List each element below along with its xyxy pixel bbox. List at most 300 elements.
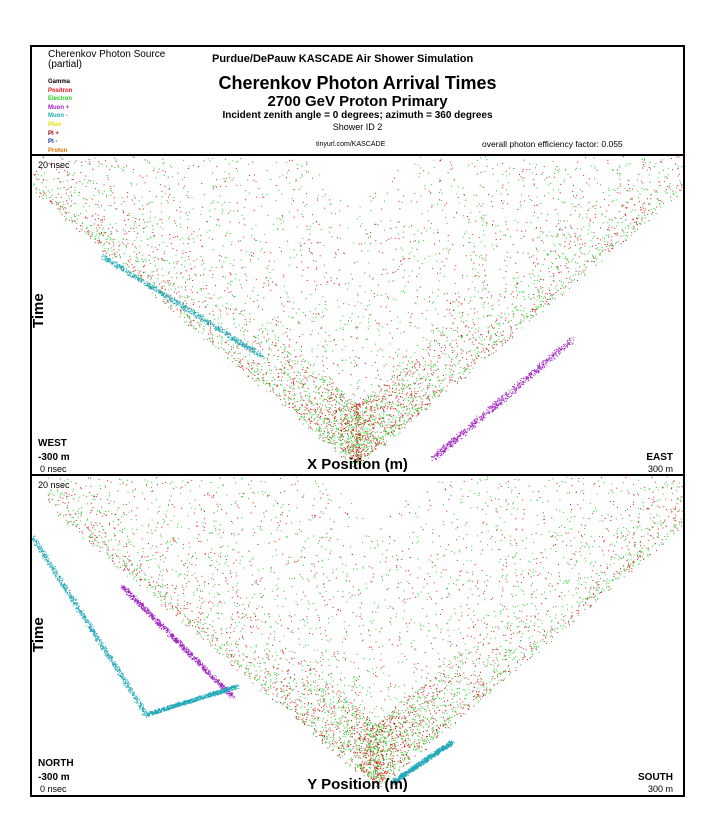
scatter-point bbox=[189, 278, 190, 279]
scatter-point bbox=[194, 242, 195, 243]
scatter-point bbox=[343, 252, 344, 253]
scatter-point bbox=[596, 205, 597, 206]
scatter-point bbox=[164, 253, 165, 254]
scatter-point bbox=[90, 231, 91, 232]
scatter-point bbox=[546, 235, 547, 236]
scatter-point bbox=[92, 215, 93, 216]
scatter-point bbox=[558, 199, 559, 200]
scatter-point bbox=[460, 360, 461, 361]
scatter-point bbox=[162, 268, 163, 269]
scatter-point bbox=[361, 451, 362, 452]
scatter-point bbox=[379, 392, 380, 393]
scatter-point bbox=[289, 386, 290, 387]
scatter-point bbox=[542, 287, 543, 288]
scatter-point bbox=[231, 349, 232, 350]
scatter-point bbox=[600, 249, 601, 250]
scatter-point bbox=[212, 267, 213, 268]
scatter-point bbox=[355, 420, 356, 421]
scatter-point bbox=[412, 361, 413, 362]
scatter-point bbox=[365, 451, 366, 452]
scatter-point bbox=[339, 210, 340, 211]
scatter-point bbox=[445, 347, 446, 348]
scatter-point bbox=[254, 319, 255, 320]
scatter-point bbox=[467, 216, 468, 217]
scatter-point bbox=[115, 256, 116, 257]
scatter-point bbox=[235, 274, 236, 275]
scatter-point bbox=[139, 209, 140, 210]
scatter-point bbox=[228, 354, 229, 355]
scatter-point bbox=[566, 237, 567, 238]
scatter-point bbox=[150, 202, 151, 203]
scatter-point bbox=[188, 168, 189, 169]
scatter-point bbox=[71, 196, 72, 197]
scatter-point bbox=[379, 419, 380, 420]
scatter-point bbox=[436, 387, 437, 388]
scatter-point bbox=[483, 304, 484, 305]
scatter-point bbox=[285, 332, 286, 333]
scatter-point bbox=[86, 186, 87, 187]
scatter-point bbox=[574, 255, 575, 256]
scatter-point bbox=[566, 259, 567, 260]
scatter-point bbox=[420, 157, 421, 158]
scatter-point bbox=[343, 396, 344, 397]
scatter-point bbox=[294, 372, 295, 373]
scatter-point bbox=[423, 170, 424, 171]
scatter-point bbox=[380, 423, 381, 424]
scatter-point bbox=[176, 293, 177, 294]
scatter-point bbox=[532, 239, 533, 240]
scatter-point bbox=[258, 338, 259, 339]
scatter-point bbox=[464, 195, 465, 196]
scatter-point bbox=[430, 385, 431, 386]
scatter-point bbox=[523, 276, 524, 277]
scatter-point bbox=[650, 198, 651, 199]
scatter-point bbox=[483, 203, 484, 204]
scatter-point bbox=[351, 321, 352, 322]
scatter-point bbox=[355, 414, 356, 415]
scatter-point bbox=[393, 299, 394, 300]
scatter-point bbox=[304, 384, 305, 385]
scatter-point bbox=[391, 404, 392, 405]
scatter-point bbox=[638, 174, 639, 175]
scatter-point bbox=[283, 353, 284, 354]
scatter-point bbox=[529, 257, 530, 258]
scatter-point bbox=[399, 393, 400, 394]
scatter-point bbox=[253, 253, 254, 254]
scatter-point bbox=[640, 224, 641, 225]
scatter-point bbox=[568, 271, 569, 272]
scatter-point bbox=[362, 223, 363, 224]
scatter-point bbox=[228, 344, 229, 345]
scatter-point bbox=[472, 282, 473, 283]
scatter-point bbox=[64, 216, 65, 217]
scatter-point bbox=[415, 404, 416, 405]
scatter-point bbox=[665, 177, 666, 178]
scatter-point bbox=[421, 233, 422, 234]
scatter-point bbox=[174, 284, 175, 285]
scatter-point bbox=[310, 396, 311, 397]
scatter-point bbox=[375, 446, 376, 447]
scatter-point bbox=[211, 298, 212, 299]
scatter-point bbox=[98, 215, 99, 216]
scatter-point bbox=[272, 344, 273, 345]
scatter-point bbox=[189, 279, 190, 280]
scatter-point bbox=[180, 202, 181, 203]
scatter-point bbox=[487, 223, 488, 224]
scatter-point bbox=[528, 297, 529, 298]
scatter-point bbox=[428, 376, 429, 377]
scatter-point bbox=[210, 328, 211, 329]
scatter-point bbox=[604, 241, 605, 242]
scatter-point bbox=[298, 382, 299, 383]
scatter-point bbox=[477, 206, 478, 207]
scatter-point bbox=[378, 423, 379, 424]
scatter-point bbox=[594, 168, 595, 169]
scatter-point bbox=[220, 310, 221, 311]
scatter-point bbox=[110, 238, 111, 239]
scatter-point bbox=[513, 168, 514, 169]
scatter-point bbox=[355, 436, 356, 437]
scatter-point bbox=[617, 188, 618, 189]
scatter-point bbox=[671, 158, 672, 159]
scatter-point bbox=[95, 219, 96, 220]
scatter-point bbox=[48, 190, 49, 191]
scatter-point bbox=[98, 225, 99, 226]
scatter-point bbox=[608, 163, 609, 164]
scatter-point bbox=[231, 274, 232, 275]
scatter-point bbox=[170, 295, 171, 296]
scatter-point bbox=[343, 411, 344, 412]
scatter-point bbox=[298, 387, 299, 388]
scatter-point bbox=[175, 236, 176, 237]
scatter-point bbox=[186, 305, 187, 306]
scatter-point bbox=[187, 227, 188, 228]
scatter-point bbox=[202, 207, 203, 208]
scatter-point bbox=[470, 300, 471, 301]
scatter-point bbox=[422, 378, 423, 379]
scatter-point bbox=[340, 436, 341, 437]
scatter-point bbox=[129, 261, 130, 262]
scatter-point bbox=[329, 414, 330, 415]
scatter-point bbox=[193, 320, 194, 321]
scatter-point bbox=[46, 187, 47, 188]
scatter-point bbox=[290, 257, 291, 258]
scatter-point bbox=[104, 216, 105, 217]
scatter-point bbox=[386, 441, 387, 442]
scatter-point bbox=[324, 382, 325, 383]
scatter-point bbox=[208, 158, 209, 159]
scatter-point bbox=[505, 320, 506, 321]
scatter-point bbox=[382, 417, 383, 418]
scatter-point bbox=[143, 231, 144, 232]
scatter-point bbox=[456, 343, 457, 344]
scatter-point bbox=[470, 365, 471, 366]
scatter-point bbox=[368, 322, 369, 323]
scatter-point bbox=[521, 176, 522, 177]
scatter-point bbox=[518, 222, 519, 223]
scatter-point bbox=[405, 286, 406, 287]
scatter-point bbox=[540, 286, 541, 287]
scatter-point bbox=[397, 316, 398, 317]
scatter-point bbox=[343, 407, 344, 408]
scatter-point bbox=[225, 257, 226, 258]
scatter-point bbox=[416, 408, 417, 409]
scatter-point bbox=[61, 214, 62, 215]
scatter-point bbox=[333, 443, 334, 444]
scatter-point bbox=[500, 231, 501, 232]
scatter-point bbox=[218, 323, 219, 324]
scatter-point bbox=[299, 189, 300, 190]
scatter-point bbox=[448, 355, 449, 356]
scatter-point bbox=[336, 421, 337, 422]
scatter-point bbox=[522, 171, 523, 172]
scatter-point bbox=[211, 203, 212, 204]
scatter-point bbox=[99, 235, 100, 236]
scatter-point bbox=[675, 163, 676, 164]
scatter-point bbox=[224, 290, 225, 291]
scatter-point bbox=[365, 292, 366, 293]
scatter-point bbox=[331, 227, 332, 228]
scatter-point bbox=[492, 345, 493, 346]
scatter-point bbox=[256, 197, 257, 198]
scatter-point bbox=[449, 377, 450, 378]
scatter-point bbox=[386, 307, 387, 308]
scatter-point bbox=[184, 322, 185, 323]
figure-frame bbox=[30, 45, 685, 797]
scatter-point bbox=[216, 166, 217, 167]
scatter-point bbox=[352, 404, 353, 405]
scatter-point bbox=[585, 243, 586, 244]
scatter-point bbox=[168, 202, 169, 203]
scatter-point bbox=[621, 218, 622, 219]
scatter-point bbox=[294, 217, 295, 218]
scatter-point bbox=[371, 402, 372, 403]
scatter-point bbox=[557, 290, 558, 291]
scatter-point bbox=[408, 400, 409, 401]
scatter-point bbox=[625, 239, 626, 240]
scatter-point bbox=[242, 359, 243, 360]
scatter-point bbox=[418, 274, 419, 275]
scatter-point bbox=[152, 202, 153, 203]
scatter-point bbox=[220, 297, 221, 298]
scatter-point bbox=[74, 214, 75, 215]
scatter-point bbox=[415, 303, 416, 304]
scatter-point bbox=[345, 448, 346, 449]
scatter-point bbox=[420, 287, 421, 288]
scatter-point bbox=[537, 296, 538, 297]
scatter-point bbox=[215, 346, 216, 347]
scatter-point bbox=[263, 331, 264, 332]
scatter-point bbox=[589, 202, 590, 203]
scatter-point bbox=[262, 333, 263, 334]
scatter-point bbox=[337, 388, 338, 389]
scatter-point bbox=[226, 352, 227, 353]
scatter-point bbox=[273, 392, 274, 393]
scatter-point bbox=[38, 179, 39, 180]
scatter-point bbox=[153, 271, 154, 272]
scatter-point bbox=[289, 407, 290, 408]
scatter-point bbox=[385, 435, 386, 436]
scatter-point bbox=[625, 240, 626, 241]
scatter-point bbox=[274, 355, 275, 356]
legend-item: Electron bbox=[48, 96, 73, 103]
scatter-point bbox=[353, 446, 354, 447]
scatter-point bbox=[672, 169, 673, 170]
scatter-point bbox=[503, 323, 504, 324]
scatter-point bbox=[374, 412, 375, 413]
scatter-point bbox=[383, 414, 384, 415]
scatter-point bbox=[333, 429, 334, 430]
scatter-point bbox=[383, 412, 384, 413]
scatter-point bbox=[439, 385, 440, 386]
scatter-point bbox=[338, 249, 339, 250]
scatter-point bbox=[255, 340, 256, 341]
scatter-point bbox=[167, 260, 168, 261]
scatter-point bbox=[293, 403, 294, 404]
scatter-point bbox=[537, 251, 538, 252]
scatter-point bbox=[320, 434, 321, 435]
scatter-point bbox=[186, 314, 187, 315]
scatter-point bbox=[589, 178, 590, 179]
scatter-point bbox=[513, 244, 514, 245]
scatter-point bbox=[140, 209, 141, 210]
scatter-point bbox=[168, 285, 169, 286]
scatter-point bbox=[162, 222, 163, 223]
scatter-point bbox=[352, 442, 353, 443]
scatter-point bbox=[405, 368, 406, 369]
scatter-point bbox=[306, 422, 307, 423]
scatter-point bbox=[88, 180, 89, 181]
scatter-point bbox=[221, 213, 222, 214]
scatter-point bbox=[369, 453, 370, 454]
scatter-point bbox=[393, 366, 394, 367]
scatter-point bbox=[180, 212, 181, 213]
scatter-point bbox=[546, 301, 547, 302]
scatter-point bbox=[368, 402, 369, 403]
scatter-point bbox=[374, 293, 375, 294]
scatter-point bbox=[341, 445, 342, 446]
scatter-point bbox=[202, 246, 203, 247]
scatter-point bbox=[108, 250, 109, 251]
scatter-point bbox=[131, 185, 132, 186]
scatter-point bbox=[565, 227, 566, 228]
scatter-point bbox=[399, 366, 400, 367]
legend-item: Pion bbox=[48, 122, 61, 128]
scatter-point bbox=[347, 420, 348, 421]
scatter-point bbox=[174, 221, 175, 222]
scatter-point bbox=[374, 419, 375, 420]
scatter-point bbox=[268, 283, 269, 284]
scatter-point bbox=[440, 383, 441, 384]
scatter-point bbox=[289, 211, 290, 212]
scatter-point bbox=[316, 261, 317, 262]
scatter-point bbox=[678, 176, 679, 177]
series-positron bbox=[34, 156, 683, 467]
scatter-point bbox=[520, 207, 521, 208]
scatter-point bbox=[63, 204, 64, 205]
scatter-point bbox=[563, 287, 564, 288]
scatter-point bbox=[134, 231, 135, 232]
scatter-point bbox=[475, 221, 476, 222]
scatter-point bbox=[575, 235, 576, 236]
scatter-point bbox=[148, 203, 149, 204]
scatter-point bbox=[360, 422, 361, 423]
scatter-point bbox=[258, 363, 259, 364]
scatter-point bbox=[531, 299, 532, 300]
scatter-point bbox=[534, 309, 535, 310]
scatter-point bbox=[155, 257, 156, 258]
scatter-point bbox=[105, 251, 106, 252]
scatter-point bbox=[349, 357, 350, 358]
scatter-point bbox=[392, 402, 393, 403]
scatter-point bbox=[554, 281, 555, 282]
scatter-point bbox=[358, 316, 359, 317]
scatter-point bbox=[325, 381, 326, 382]
scatter-point bbox=[492, 347, 493, 348]
scatter-point bbox=[267, 322, 268, 323]
scatter-point bbox=[349, 448, 350, 449]
scatter-point bbox=[632, 209, 633, 210]
scatter-point bbox=[304, 413, 305, 414]
scatter-point bbox=[357, 337, 358, 338]
scatter-point bbox=[84, 198, 85, 199]
scatter-point bbox=[389, 404, 390, 405]
scatter-point bbox=[142, 177, 143, 178]
scatter-point bbox=[265, 384, 266, 385]
scatter-point bbox=[491, 297, 492, 298]
scatter-point bbox=[109, 243, 110, 244]
scatter-point bbox=[194, 266, 195, 267]
scatter-point bbox=[187, 279, 188, 280]
scatter-point bbox=[474, 359, 475, 360]
scatter-point bbox=[652, 212, 653, 213]
scatter-point bbox=[367, 339, 368, 340]
scatter-point bbox=[465, 326, 466, 327]
scatter-point bbox=[507, 308, 508, 309]
scatter-point bbox=[129, 256, 130, 257]
scatter-point bbox=[368, 443, 369, 444]
scatter-point bbox=[517, 282, 518, 283]
scatter-point bbox=[206, 288, 207, 289]
scatter-point bbox=[513, 314, 514, 315]
scatter-point bbox=[282, 377, 283, 378]
scatter-point bbox=[606, 235, 607, 236]
scatter-point bbox=[262, 309, 263, 310]
scatter-point bbox=[307, 226, 308, 227]
scatter-point bbox=[472, 335, 473, 336]
scatter-point bbox=[378, 374, 379, 375]
scatter-point bbox=[562, 234, 563, 235]
scatter-point bbox=[643, 208, 644, 209]
scatter-point bbox=[373, 401, 374, 402]
scatter-point bbox=[320, 428, 321, 429]
scatter-point bbox=[258, 378, 259, 379]
scatter-point bbox=[566, 267, 567, 268]
scatter-point bbox=[338, 429, 339, 430]
scatter-point bbox=[632, 189, 633, 190]
scatter-point bbox=[374, 224, 375, 225]
scatter-point bbox=[255, 348, 256, 349]
scatter-point bbox=[294, 384, 295, 385]
scatter-point bbox=[67, 203, 68, 204]
scatter-point bbox=[419, 374, 420, 375]
scatter-point bbox=[74, 220, 75, 221]
scatter-point bbox=[174, 292, 175, 293]
scatter-point bbox=[516, 306, 517, 307]
scatter-point bbox=[380, 416, 381, 417]
scatter-point bbox=[448, 235, 449, 236]
scatter-point bbox=[541, 213, 542, 214]
